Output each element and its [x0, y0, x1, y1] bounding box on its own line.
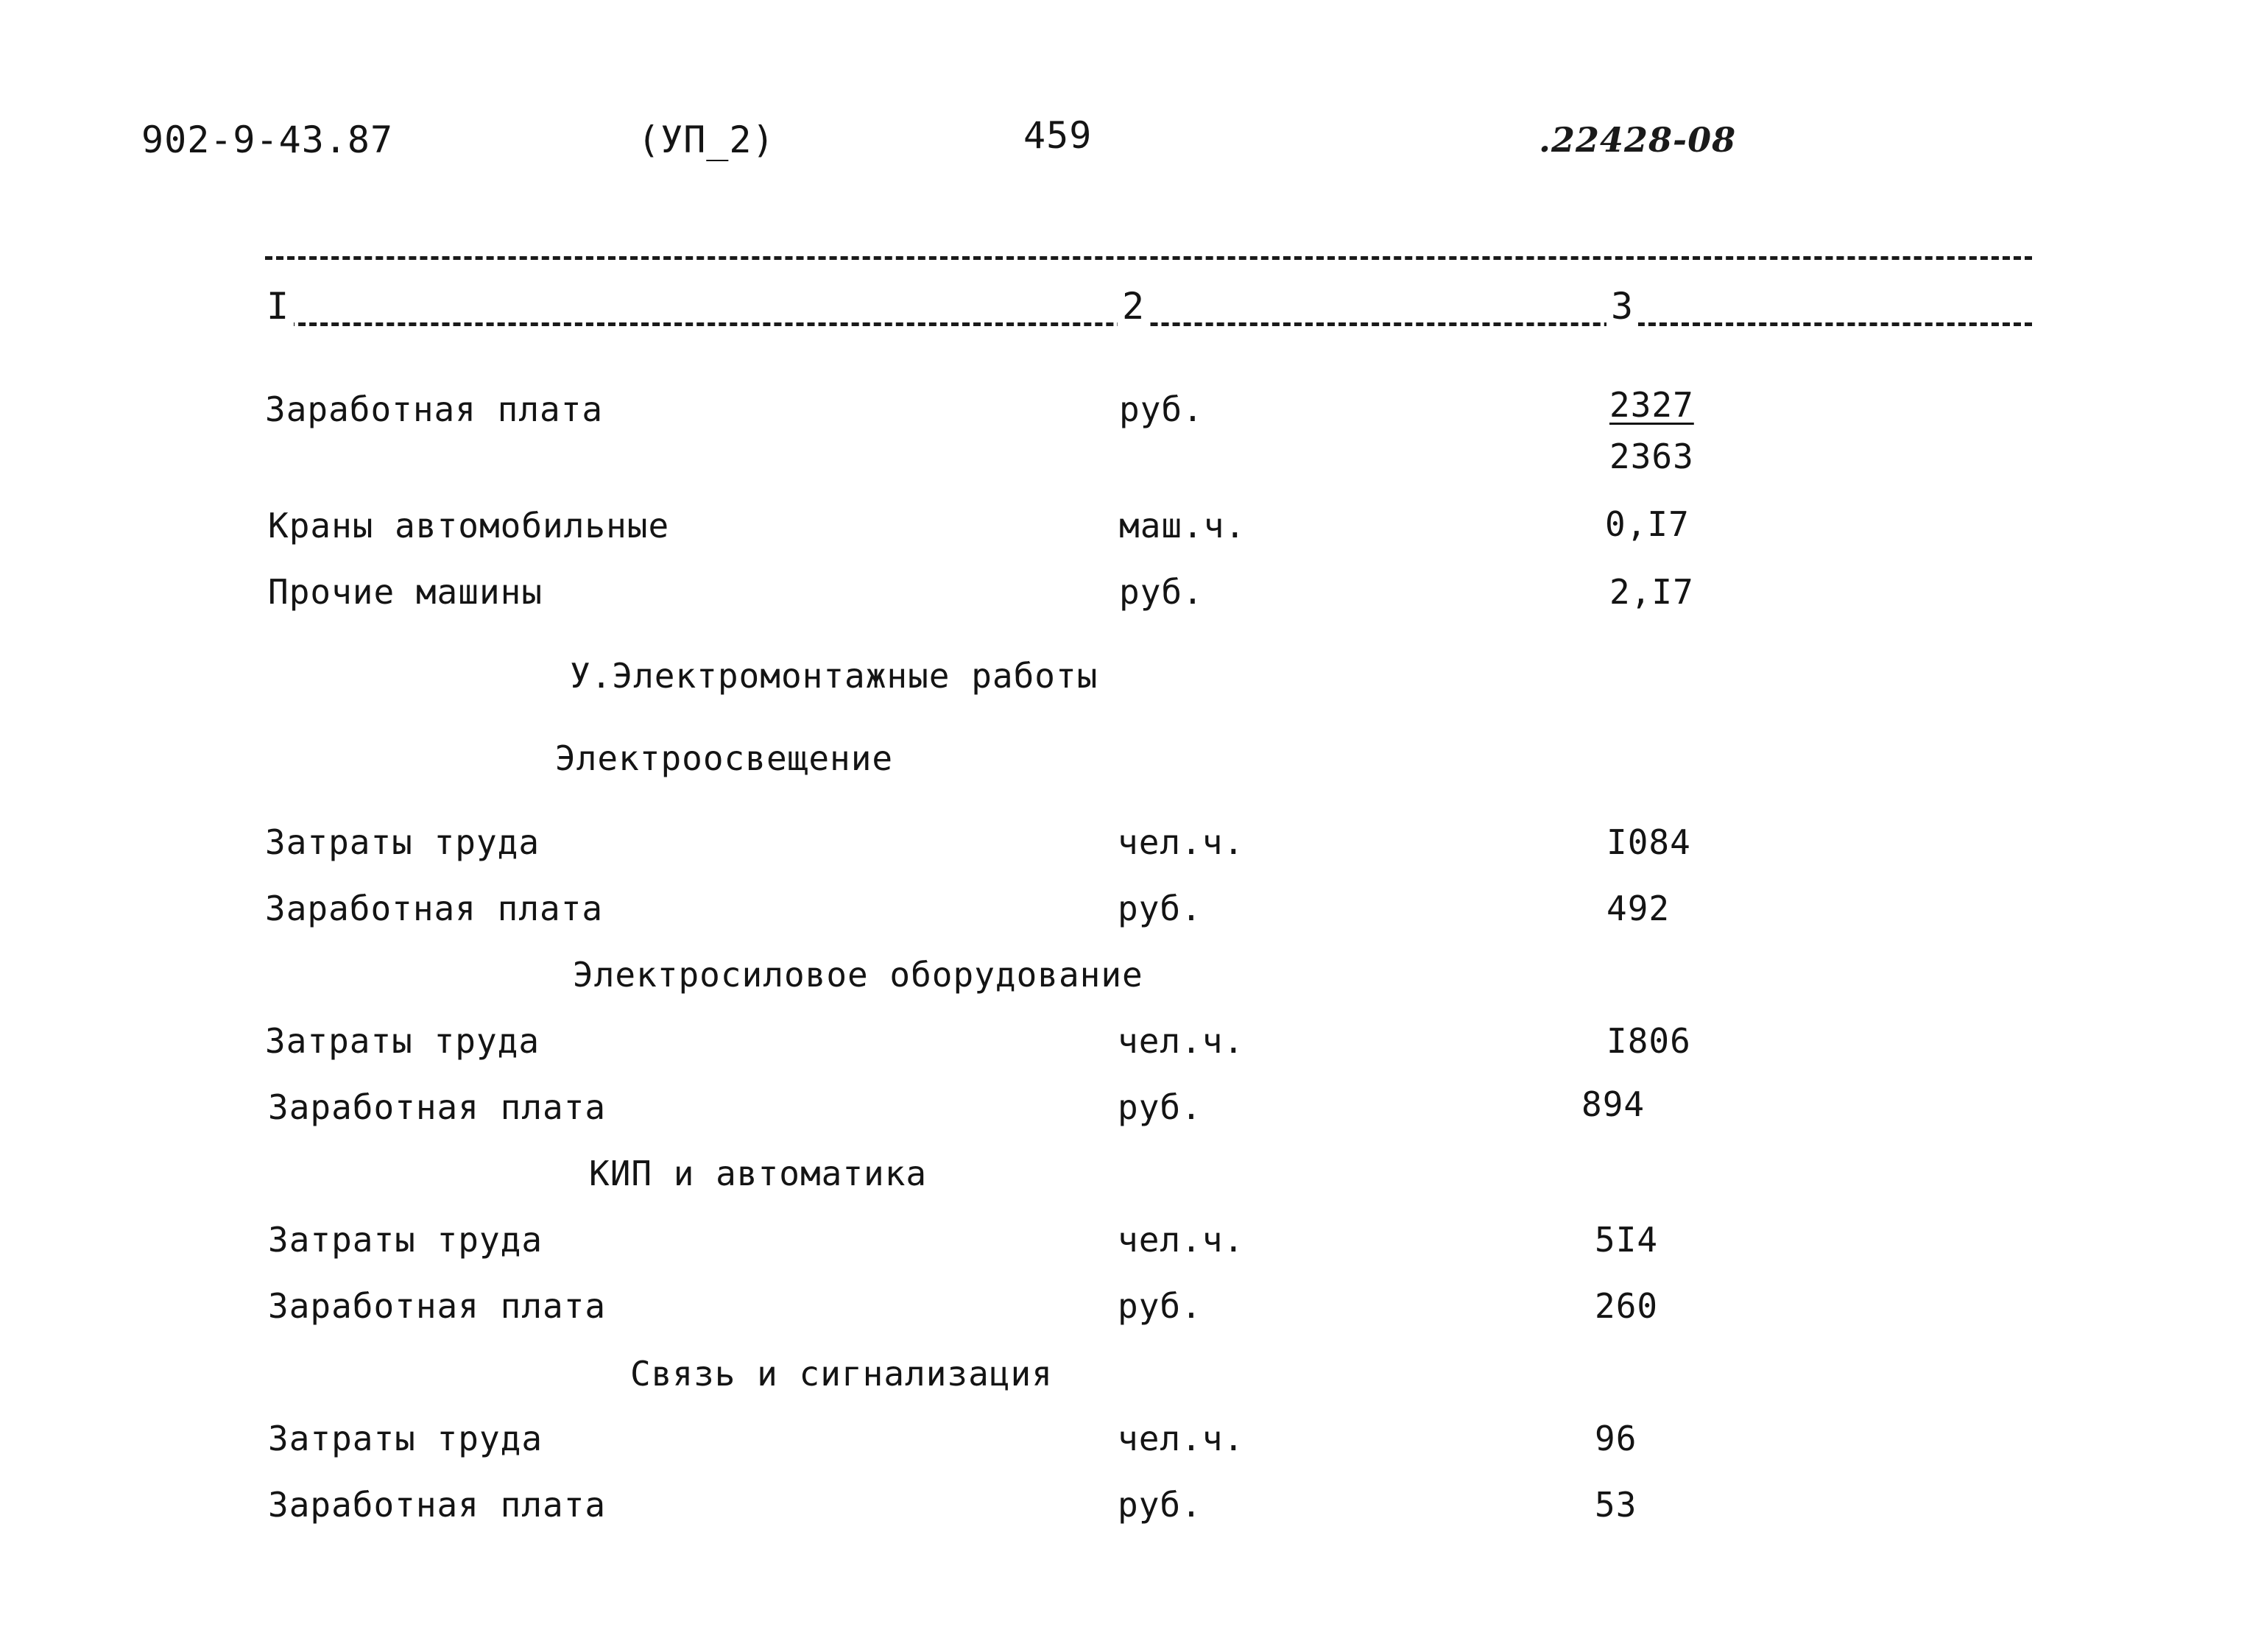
row-unit: руб.: [1118, 1485, 1202, 1525]
row-value-denominator: 2363: [1609, 437, 1694, 476]
section-heading: У.Электромонтажные работы: [570, 656, 1098, 696]
section-heading: Электросиловое оборудование: [573, 955, 1143, 995]
row-value: 5I4: [1595, 1220, 1659, 1260]
row-value: 894: [1581, 1084, 1646, 1124]
row-label: Заработная плата: [265, 889, 604, 928]
row-value: 492: [1606, 889, 1671, 928]
page-number: 459: [1023, 114, 1093, 157]
section-heading: КИП и автоматика: [589, 1154, 928, 1193]
row-label: Затраты труда: [268, 1419, 543, 1458]
column-number-3: 3: [1606, 284, 1638, 328]
handwritten-stamp-number: .22428-08: [1539, 120, 1737, 160]
row-label: Затраты труда: [265, 822, 540, 862]
row-unit: маш.ч.: [1119, 506, 1246, 546]
volume-label: (УП_2): [638, 119, 775, 161]
row-label: Заработная плата: [268, 1286, 607, 1326]
row-value: 2,I7: [1609, 572, 1694, 612]
row-label: Затраты труда: [268, 1220, 543, 1260]
row-unit: чел.ч.: [1118, 1220, 1245, 1260]
row-label: Затраты труда: [265, 1021, 540, 1061]
row-label: Заработная плата: [265, 389, 604, 429]
row-unit: чел.ч.: [1118, 1419, 1245, 1458]
row-value: I084: [1606, 822, 1691, 862]
document-code: 902-9-43.87: [141, 119, 394, 161]
row-unit: чел.ч.: [1118, 822, 1245, 862]
row-unit: руб.: [1118, 889, 1202, 928]
row-label: Прочие машины: [268, 572, 543, 612]
row-unit: руб.: [1119, 572, 1204, 612]
section-heading: Связь и сигнализация: [630, 1354, 1053, 1394]
row-value: 0,I7: [1605, 504, 1690, 544]
row-value: 53: [1595, 1485, 1637, 1525]
column-number-1: I: [262, 284, 294, 328]
row-value: 96: [1595, 1419, 1637, 1458]
row-value: I806: [1606, 1021, 1691, 1061]
row-unit: чел.ч.: [1118, 1021, 1245, 1061]
row-label: Заработная плата: [268, 1485, 607, 1525]
row-label: Заработная плата: [268, 1087, 607, 1127]
table-top-rule: [265, 256, 2032, 260]
row-value: 260: [1595, 1286, 1659, 1326]
row-label: Краны автомобильные: [268, 506, 670, 546]
row-unit: руб.: [1118, 1286, 1202, 1326]
section-heading: Электроосвещение: [555, 738, 894, 778]
row-value-numerator: 2327: [1609, 385, 1694, 425]
row-unit: руб.: [1119, 389, 1204, 429]
row-unit: руб.: [1118, 1087, 1202, 1127]
column-number-2: 2: [1118, 284, 1149, 328]
